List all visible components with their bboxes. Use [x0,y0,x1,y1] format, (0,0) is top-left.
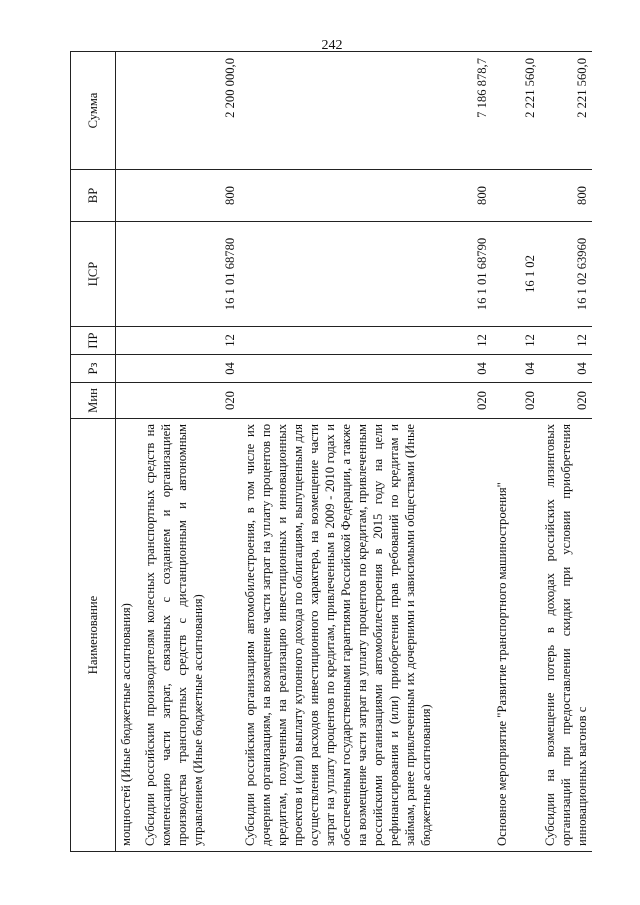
header-name: Наименование [71,419,116,852]
header-pr: ПР [71,327,116,355]
table-row [116,52,141,852]
row-min: 020 [540,383,592,419]
row-pr [116,327,141,355]
row-min [116,383,141,419]
row-sum: 2 200 000,0 [140,52,240,170]
row-name: Субсидии российским производителям колесных транспортных средств на компенсацию части затрат, связанных с созданием и организацией производства транспортных средств с дистанционным и автономным управлением (Иные бюджетные ассигнования) [140,419,240,852]
row-sum: 2 221 560,0 [492,52,540,170]
header-min: Мин [71,383,116,419]
table-row [240,52,492,852]
row-csr: 16 1 02 63960 [540,222,592,327]
row-vr [492,170,540,222]
row-vr [116,170,141,222]
row-rz: 04 [540,355,592,383]
row-pr: 12 [140,327,240,355]
row-rz: 04 [492,355,540,383]
row-min: 020 [140,383,240,419]
page-number: 242 [321,38,343,53]
row-csr: 16 1 02 [492,222,540,327]
table-row [492,52,540,852]
row-pr: 12 [492,327,540,355]
row-csr [116,222,141,327]
header-rz: Рз [71,355,116,383]
row-min: 020 [492,383,540,419]
row-name: Основное мероприятие "Развитие транспортного машиностроения" [492,419,540,852]
row-name: мощностей (Иные бюджетные ассигнования) [116,419,141,852]
row-name: Субсидии на возмещение потерь в доходах российских лизинговых организаций при предоставлении скидки при условии приобретения инновационных вагонов с [540,419,592,852]
budget-table [70,51,592,852]
row-csr: 16 1 01 68790 [240,222,492,327]
row-pr: 12 [240,327,492,355]
table-row [540,52,592,852]
row-rz: 04 [240,355,492,383]
row-pr: 12 [540,327,592,355]
row-rz [116,355,141,383]
row-rz: 04 [140,355,240,383]
row-vr: 800 [240,170,492,222]
row-csr: 16 1 01 68780 [140,222,240,327]
header-vr: ВР [71,170,116,222]
row-sum [116,52,141,170]
table-header [71,52,116,852]
table-row [140,52,240,852]
rotated-page-content [70,52,610,852]
row-vr: 800 [140,170,240,222]
row-name: Субсидии российским организациям автомобилестроения, в том числе их дочерним организациям, на возмещение части затрат на уплату процентов по кредитам, полученным на реализацию инвестиционных и инновационных проектов и (или) выплату купонного дохода по облигациям, выпущенным для осуществления расходов инвестиционного характера, на возмещение части затрат на уплату процентов по кредитам, привлеченным в 2009 - 2010 годах и обеспеченным государственными гарантиями Российской Федерации, а также на возмещение части затрат на уплату процентов по кредитам, привлеченным российскими организациями автомобилестроения в 2015 году на цели рефинансирования и (или) приобретения прав требований по кредитам и займам, ранее привлеченным их дочерними и зависимыми обществами (Иные бюджетные ассигнования) [240,419,492,852]
row-vr: 800 [540,170,592,222]
row-min: 020 [240,383,492,419]
row-sum: 7 186 878,7 [240,52,492,170]
row-sum: 2 221 560,0 [540,52,592,170]
header-csr: ЦСР [71,222,116,327]
header-sum: Сумма [71,52,116,170]
